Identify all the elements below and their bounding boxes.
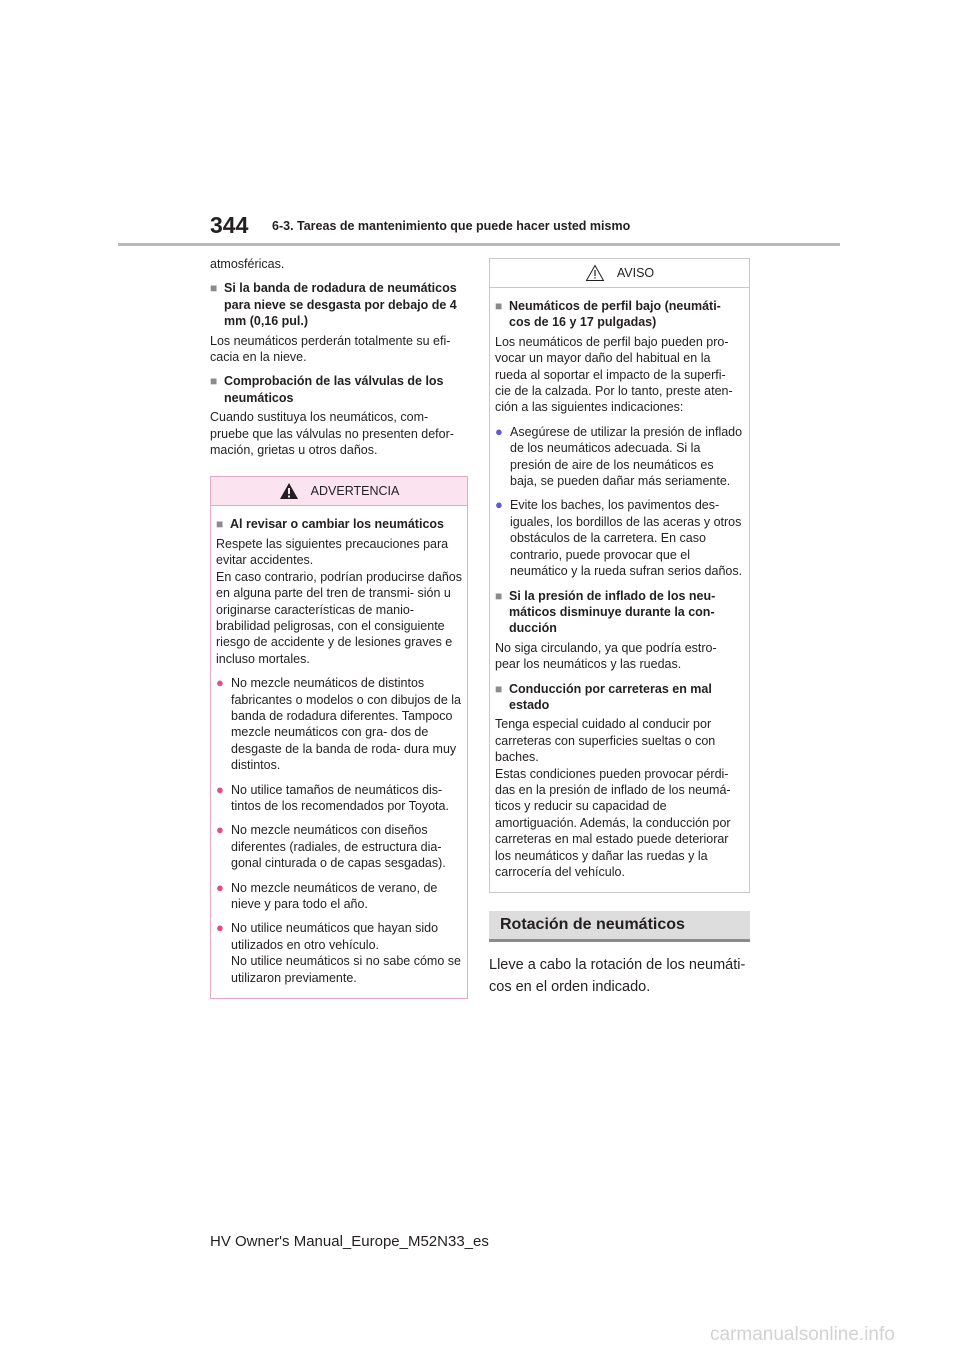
warning-title: ADVERTENCIA	[310, 484, 400, 499]
warning-box	[210, 476, 468, 999]
warning-body	[211, 506, 467, 998]
notice-header	[490, 259, 749, 288]
rotation-heading: Rotación de neumáticos	[489, 911, 750, 942]
paragraph: Los neumáticos de perfil bajo pueden pro- vocar un mayor daño del habitual en la rueda al soportar el impacto de la superfi- cie de la calzada. Por lo tanto, preste aten- ción a las siguientes indicaciones:	[495, 334, 733, 415]
bullet-dot-icon: ●	[216, 781, 224, 797]
heading-text: Comprobación de las válvulas de los neumáticos	[224, 374, 444, 405]
bullet-dot-icon: ●	[216, 920, 224, 936]
footer-text: HV Owner's Manual_Europe_M52N33_es	[210, 1233, 489, 1250]
list-item: ● No mezcle neumáticos con diseños diferentes (radiales, de estructura dia- gonal cinturada o de capas sesgadas).	[216, 822, 446, 871]
square-bullet-icon: ■	[210, 374, 218, 389]
section-title: 6-3. Tareas de mantenimiento que puede hacer usted mismo	[272, 219, 631, 233]
square-bullet-icon: ■	[216, 517, 224, 532]
header-rule	[118, 243, 840, 246]
bullet-dot-icon: ●	[216, 822, 224, 838]
notice-title: AVISO	[616, 266, 655, 280]
heading-text: Si la banda de rodadura de neumáticos para nieve se desgasta por debajo de 4 mm (0,16 pul.)	[224, 281, 457, 329]
heading-valves	[210, 373, 468, 406]
notice-heading-rough-roads	[495, 681, 744, 714]
notice-heading-pressure	[495, 588, 744, 637]
heading-text: Conducción por carreteras en mal estado	[509, 681, 712, 712]
heading-text: Si la presión de inflado de los neu- máticos disminuye durante la con- ducción	[509, 588, 716, 636]
warning-heading	[216, 516, 462, 532]
warning-triangle-icon	[279, 482, 299, 500]
list-item: ● Evite los baches, los pavimentos des- iguales, los bordillos de las aceras y otros obstáculos de la carretera. En caso contrario, puede provocar que el neumático y la rueda sufran serios daños.	[495, 497, 743, 579]
bullet-dot-icon: ●	[495, 423, 503, 439]
continuation-text: atmosféricas.	[210, 257, 285, 271]
right-column	[489, 258, 750, 998]
heading-text: Neumáticos de perfil bajo (neumáti- cos de 16 y 17 pulgadas)	[509, 299, 721, 330]
bullet-dot-icon: ●	[216, 879, 224, 895]
notice-box	[489, 258, 750, 893]
paragraph: No siga circulando, ya que podría estro- pear los neumáticos y las ruedas.	[495, 640, 717, 672]
notice-body	[490, 288, 749, 892]
list-item: ● No utilice tamaños de neumáticos dis- tintos de los recomendados por Toyota.	[216, 781, 449, 813]
warning-intro: Respete las siguientes precauciones para evitar accidentes. En caso contrario, podrían producirse daños en alguna parte del tren de transmi- sión u originarse características de manio- brabilidad peligrosas, con el consiguiente riesgo de accidente y de lesiones graves e incluso mortales.	[216, 536, 462, 666]
list-item: ● No mezcle neumáticos de distintos fabricantes o modelos o con dibujos de la banda de rodadura diferentes. Tampoco mezcle neumáticos con gra- dos de desgaste de la banda de roda- dura muy distintos.	[216, 675, 462, 773]
left-column	[210, 256, 468, 999]
bullet-dot-icon: ●	[495, 497, 503, 513]
paragraph: Cuando sustituya los neumáticos, com- pruebe que las válvulas no presenten defor- mación, grietas u otros daños.	[210, 410, 454, 458]
watermark-text: carmanualsonline.info	[710, 1324, 895, 1345]
list-item: ● Asegúrese de utilizar la presión de inflado de los neumáticos adecuada. Si la presión de aire de los neumáticos es baja, se pueden dañar más seriamente.	[495, 423, 743, 489]
square-bullet-icon: ■	[210, 281, 218, 296]
heading-snow-tread	[210, 280, 468, 329]
square-bullet-icon: ■	[495, 299, 503, 313]
heading-text: Al revisar o cambiar los neumáticos	[230, 517, 444, 532]
page-number: 344	[210, 212, 249, 238]
paragraph: Los neumáticos perderán totalmente su efi- cacia en la nieve.	[210, 333, 451, 365]
paragraph: Tenga especial cuidado al conducir por carreteras con superficies sueltas o con baches. Estas condiciones pueden provocar pérdi- das en la presión de inflado de los neumá- ticos y reducir su capacidad de amortiguación. Además, la conducción por carreteras en mal estado puede deteriorar los neumáticos y dañar las ruedas y la carrocería del vehículo.	[495, 717, 731, 879]
notice-heading-low-profile	[495, 298, 744, 331]
square-bullet-icon: ■	[495, 681, 503, 696]
rotation-text: Lleve a cabo la rotación de los neumáti- cos en el orden indicado.	[489, 957, 746, 996]
bullet-dot-icon: ●	[216, 675, 224, 691]
warning-header	[211, 477, 467, 506]
square-bullet-icon: ■	[495, 588, 503, 603]
list-item: ● No utilice neumáticos que hayan sido utilizados en otro vehículo. No utilice neumáticos si no sabe cómo se utilizaron previamente.	[216, 920, 461, 985]
caution-triangle-icon	[585, 264, 605, 282]
list-item: ● No mezcle neumáticos de verano, de nieve y para todo el año.	[216, 879, 438, 911]
watermark-logo	[710, 1322, 946, 1346]
